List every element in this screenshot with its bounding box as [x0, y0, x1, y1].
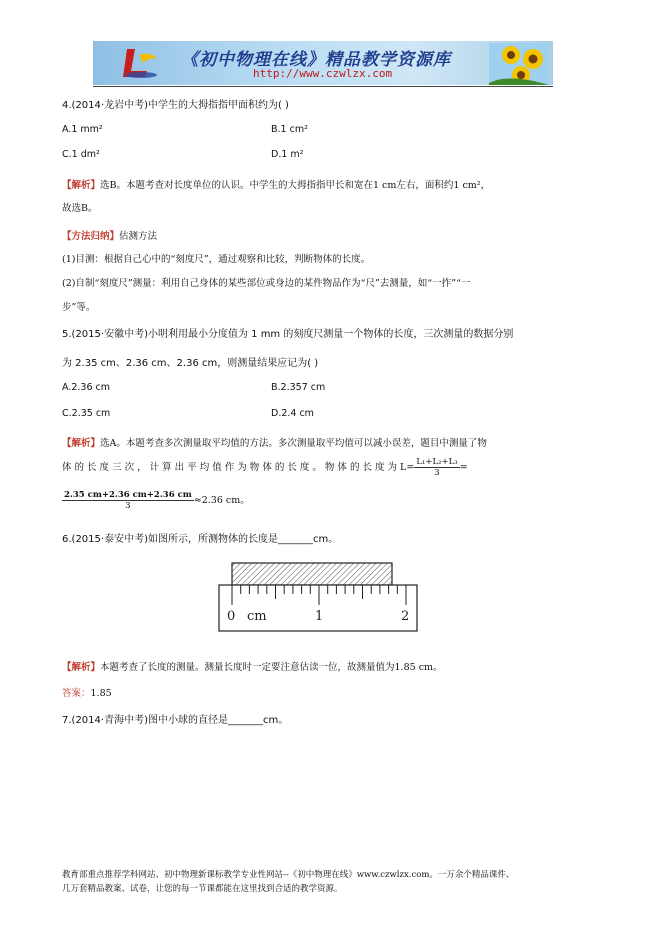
formula2-denominator: 3	[125, 501, 131, 511]
q5-analysis-line1	[62, 435, 487, 449]
formula-equals: =	[459, 462, 468, 473]
q5-analysis-text: 选A。本题考查多次测量取平均值的方法。多次测量取平均值可以减小误差，题目中测量了物	[100, 438, 487, 449]
q6-analysis	[62, 659, 443, 673]
method-tag: 【方法归纳】	[62, 231, 120, 242]
q5-stem-line1: 5.(2015·安徽中考)小明利用最小分度值为 1 mm 的刻度尺测量一个物体的长度，三次测量的数据分别	[62, 329, 514, 340]
q6-answer	[62, 685, 112, 699]
header-banner	[93, 41, 553, 85]
q4-option-c: C.1 dm²	[62, 149, 100, 160]
q5-option-c: C.2.35 cm	[62, 408, 111, 419]
formula-fraction	[414, 457, 459, 478]
q4-stem: 4.(2014·龙岩中考)中学生的大拇指指甲面积约为( )	[62, 100, 289, 111]
q4-method-line2: (2)自制“刻度尺”测量：利用自己身体的某些部位或身边的某件物品作为“尺”去测量，如“一拃”“一	[62, 278, 471, 289]
q5-option-a: A.2.36 cm	[62, 382, 111, 393]
analysis-tag: 【解析】	[62, 438, 101, 449]
ruler-label-2: 2	[401, 609, 410, 624]
formula2-fraction	[62, 490, 194, 511]
q4-analysis-line2: 故选B。	[62, 203, 98, 214]
q7-stem: 7.(2014·青海中考)图中小球的直径是_______cm。	[62, 715, 289, 726]
header-divider	[93, 86, 553, 87]
analysis-tag: 【解析】	[62, 180, 101, 191]
banner-url[interactable]: http://www.czwlzx.com	[253, 67, 393, 80]
footer-line2: 几万套精品教案、试卷，让您的每一节课都能在这里找到合适的教学资源。	[62, 884, 343, 894]
q6-analysis-text: 本题考查了长度的测量。测量长度时一定要注意估读一位，故测量值为1.85 cm。	[100, 662, 443, 673]
footer-line1: 教育部重点推荐学科网站、初中物理新课标教学专业性网站--《初中物理在线》www.czwlzx.com。一万余个精品课件、	[62, 870, 515, 880]
q5-stem-line2: 为 2.35 cm、2.36 cm、2.36 cm，则测量结果应记为( )	[62, 358, 319, 369]
formula2-numerator: 2.35 cm+2.36 cm+2.36 cm	[64, 490, 192, 500]
answer-value: 1.85	[90, 688, 112, 699]
q5-option-d: D.2.4 cm	[271, 408, 314, 419]
q4-method-heading	[62, 228, 157, 242]
sunflower-image	[489, 43, 549, 85]
q5-analysis-text2: 体 的 长 度 三 次 ， 计 算 出 平 均 值 作 为 物 体 的 长 度 。 物 体 的 长 度 为 L=	[62, 462, 415, 473]
q4-analysis-line1	[62, 177, 490, 191]
banner-title: 《初中物理在线》精品教学资源库	[181, 50, 451, 70]
analysis-tag: 【解析】	[62, 662, 101, 673]
ruler-label-unit: cm	[247, 609, 267, 624]
ruler-body	[219, 585, 417, 631]
q4-option-b: B.1 cm²	[271, 124, 308, 135]
q4-method-line1: (1)目测：根据自己心中的“刻度尺”，通过观察和比较，判断物体的长度。	[62, 254, 371, 265]
q4-option-d: D.1 m²	[271, 149, 304, 160]
formula-numerator: L₁+L₂+L₃	[416, 457, 458, 467]
method-title: 估测方法	[119, 231, 158, 242]
formula-denominator: 3	[434, 468, 440, 478]
q5-analysis-line3	[62, 490, 250, 511]
q4-option-a: A.1 mm²	[62, 124, 103, 135]
q4-analysis-text: 选B。本题考查对长度单位的认识。中学生的大拇指指甲长和宽在1 cm左右，面积约1 cm²，	[100, 180, 491, 191]
q5-option-b: B.2.357 cm	[271, 382, 326, 393]
q6-stem: 6.(2015·泰安中考)如图所示，所测物体的长度是_______cm。	[62, 534, 339, 545]
q4-method-line3: 步”等。	[62, 302, 96, 313]
ruler-figure	[215, 560, 425, 636]
answer-tag: 答案：	[62, 688, 91, 699]
q5-analysis-line2	[62, 457, 597, 478]
ruler-label-0: 0	[227, 609, 236, 624]
formula2-result: ≈2.36 cm。	[193, 495, 250, 506]
measured-object	[232, 563, 392, 585]
site-logo	[121, 45, 161, 81]
ruler-label-1: 1	[315, 609, 324, 624]
